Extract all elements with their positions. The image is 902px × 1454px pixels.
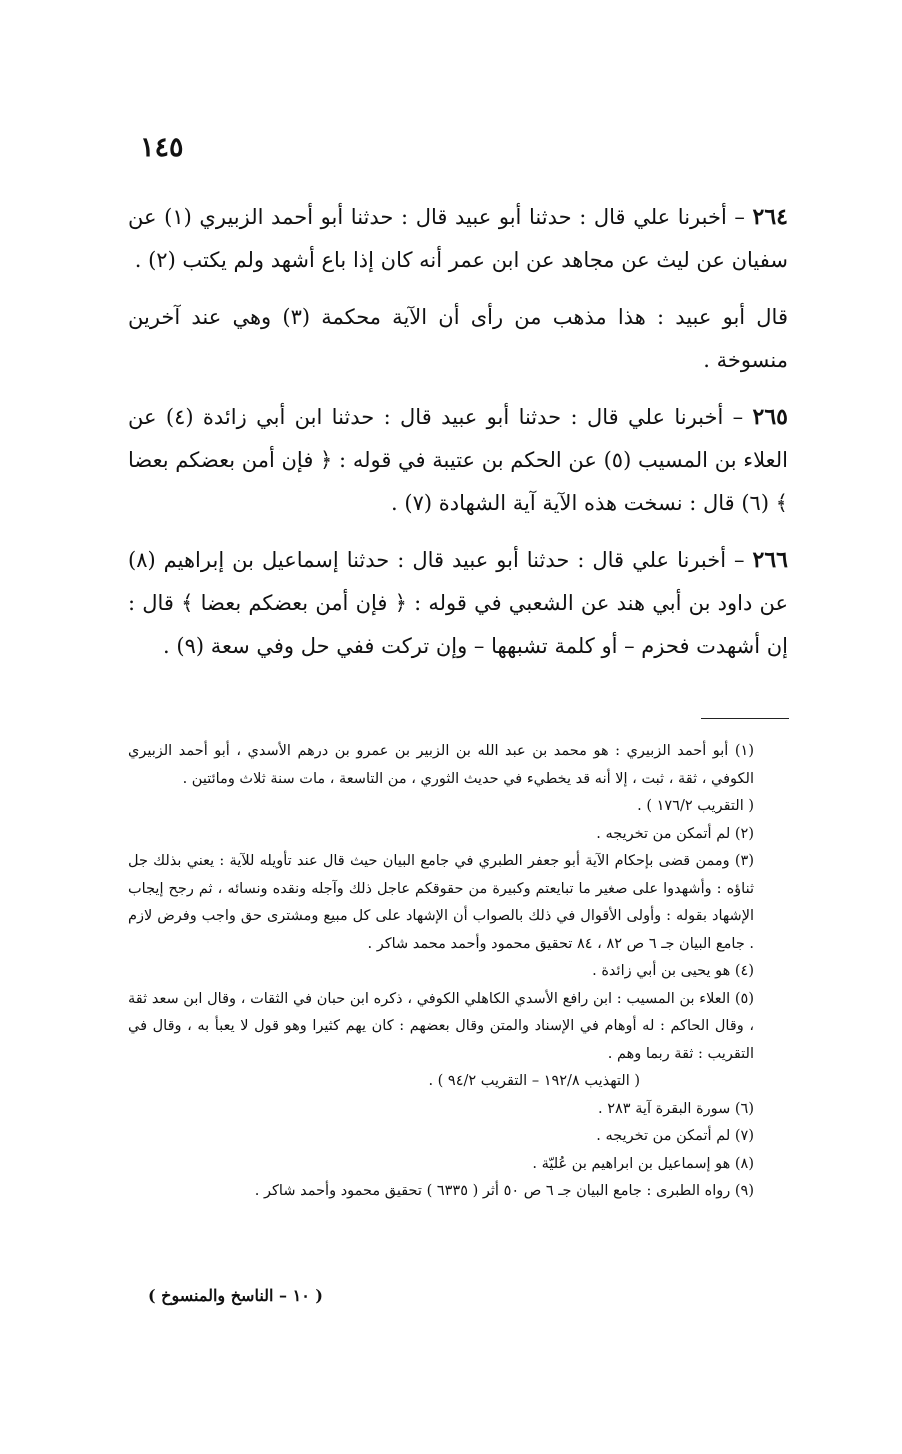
footnote-4: (٤) هو يحيى بن أبي زائدة . [592,963,754,979]
footnote-5: (٥) العلاء بن المسيب : ابن رافع الأسدي الكاهلي الكوفي ، ذكره ابن حبان في الثقات ، وقال ابن سعد ثقة ، وقال الحاكم : له أوهام في الإسناد والمتن وقال بعضهم : كان يهم كثيرا وهو قول لا يعبأ به ، وقال في التقريب : ثقة ربما وهم . [128,990,754,1062]
paragraph-266 [128,539,788,668]
footnote-3: (٣) وممن قضى بإحكام الآية أبو جعفر الطبري في جامع البيان حيث قال عند تأويله للآية : يعني بذلك جل ثناؤه : وأشهدوا على صغير ما تبايعتم وكبيرة من حقوقكم عاجل ذلك وآجله ونقده ونسائه ، ثم رجح إيجاب الإشهاد بقوله : وأولى الأقوال في ذلك بالصواب أن الإشهاد على كل مبيع ومشترى حق واجب وفرض لازم . جامع البيان جـ ٦ ص ٨٢ ، ٨٤ تحقيق محمود وأحمد محمد شاكر . [128,853,754,952]
footnote-9: (٩) رواه الطبرى : جامع البيان جـ ٦ ص ٥٠ أثر ( ٦٣٣٥ ) تحقيق محمود وأحمد شاكر . [254,1183,754,1199]
footnote-5-source: ( التهذيب ١٩٢/٨ – التقريب ٩٤/٢ ) . [428,1073,640,1089]
paragraph-commentary [128,296,788,382]
paragraph-number: ٢٦٤ [752,204,788,230]
footnote-2: (٢) لم أتمكن من تخريجه . [596,825,754,842]
footnote-7: (٧) لم أتمكن من تخريجه . [596,1128,754,1144]
page-number: ١٤٥ [140,132,184,163]
paragraph-text: – أخبرنا علي قال : حدثنا أبو عبيد قال : حدثنا أبو أحمد الزبيري (١) عن سفيان عن ليث عن مجاهد عن ابن عمر أنه كان إذا باع أشهد ولم يكتب (٢) . [128,205,788,272]
footnote-1: (١) أبو أحمد الزبيري : هو محمد بن عبد الله بن الزبير بن عمرو بن درهم الأسدي ، أبو أحمد الزبيري الكوفي ، ثقة ، ثبت ، إلا أنه قد يخطيء في حديث الثوري ، من التاسعة ، مات سنة ثلاث ومائتين . [128,743,754,787]
signature-footer: ( ١٠ – الناسخ والمنسوخ ) [148,1286,323,1305]
paragraph-265 [128,396,788,525]
paragraph-text: – أخبرنا علي قال : حدثنا أبو عبيد قال : حدثنا ابن أبي زائدة (٤) عن العلاء بن المسيب (٥) عن الحكم بن عتيبة في قوله : ﴿ فإن أمن بعضكم بعضا ﴾ (٦) قال : نسخت هذه الآية آية الشهادة (٧) . [128,405,789,515]
footnote-6: (٦) سورة البقرة آية ٢٨٣ . [598,1100,754,1117]
footnotes [128,738,790,1206]
main-text [128,196,788,682]
paragraph-number: ٢٦٥ [752,404,788,430]
paragraph-number: ٢٦٦ [752,547,788,573]
paragraph-text: قال أبو عبيد : هذا مذهب من رأى أن الآية محكمة (٣) وهي عند آخرين منسوخة . [128,305,788,372]
footnote-divider [701,718,789,719]
paragraph-264 [128,196,788,282]
paragraph-text: – أخبرنا علي قال : حدثنا أبو عبيد قال : حدثنا إسماعيل بن إبراهيم (٨) عن داود بن أبي هند عن الشعبي في قوله : ﴿ فإن أمن بعضكم بعضا ﴾ قال : إن أشهدت فحزم – أو كلمة تشبهها – وإن تركت ففي حل وفي سعة (٩) . [128,548,788,658]
footnote-8: (٨) هو إسماعيل بن ابراهيم بن عُليّة . [532,1155,754,1172]
footnote-1-source: ( التقريب ١٧٦/٢ ) . [637,798,754,814]
